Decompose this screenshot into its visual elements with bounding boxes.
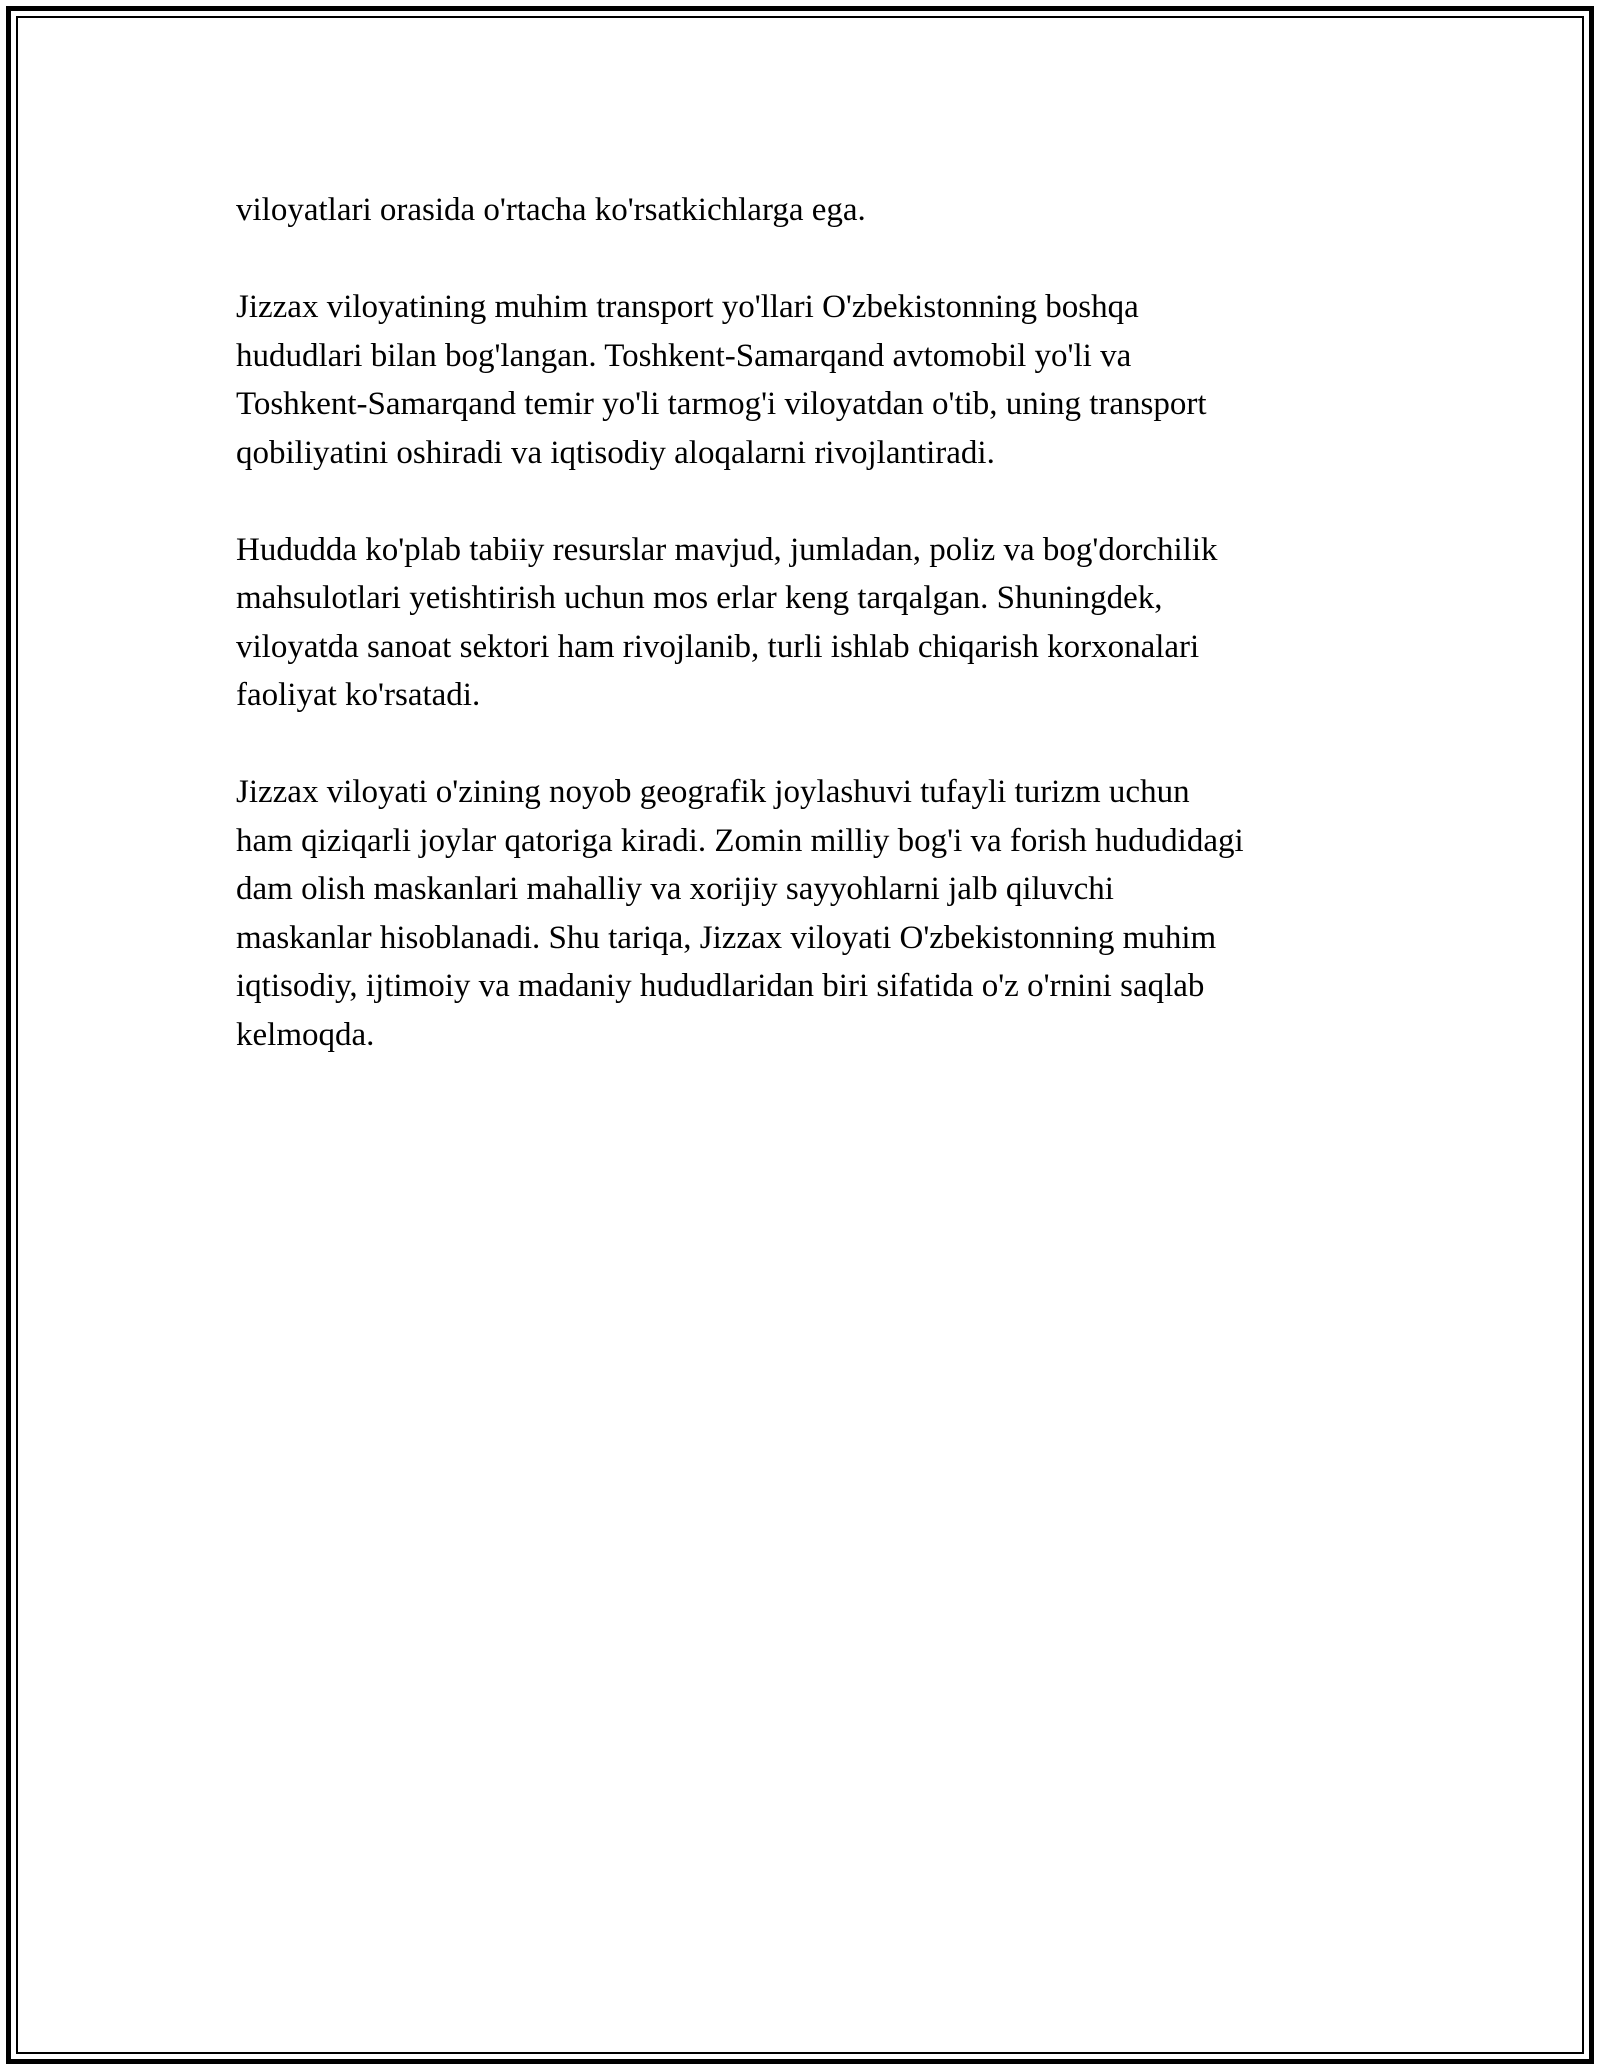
paragraph-1: viloyatlari orasida o'rtacha ko'rsatkichlarga ega. [236,192,866,228]
paragraph-3: Hududda ko'plab tabiiy resurslar mavjud, jumladan, poliz va bog'dorchilik mahsulotlari yetishtirish uchun mos erlar keng tarqalgan. Shuningdek, viloyatda sanoat sektori ham rivojlanib, turli ishlab chiqarish korxonalari faoliyat ko'rsatadi. [236,531,1218,713]
paragraph-4: Jizzax viloyati o'zining noyob geografik joylashuvi tufayli turizm uchun ham qiziqarli joylar qatoriga kiradi. Zomin milliy bog'i va forish hududidagi dam olish maskanlari mahalliy va xorijiy sayyohlarni jalb qiluvchi maskanlar hisoblanadi. Shu tariqa, Jizzax viloyati O'zbekistonning muhim iqtisodiy, ijtimoiy va madaniy hududlaridan biri sifatida o'z o'rnini saqlab kelmoqda. [236,774,1244,1053]
document-body [236,186,1366,1108]
paragraph-2: Jizzax viloyatining muhim transport yo'llari O'zbekistonning boshqa hududlari bilan bog'langan. Toshkent-Samarqand avtomobil yo'li va Toshkent-Samarqand temir yo'li tarmog'i viloyatdan o'tib, uning transport qobiliyatini oshiradi va iqtisodiy aloqalarni rivojlantiradi. [236,289,1207,471]
